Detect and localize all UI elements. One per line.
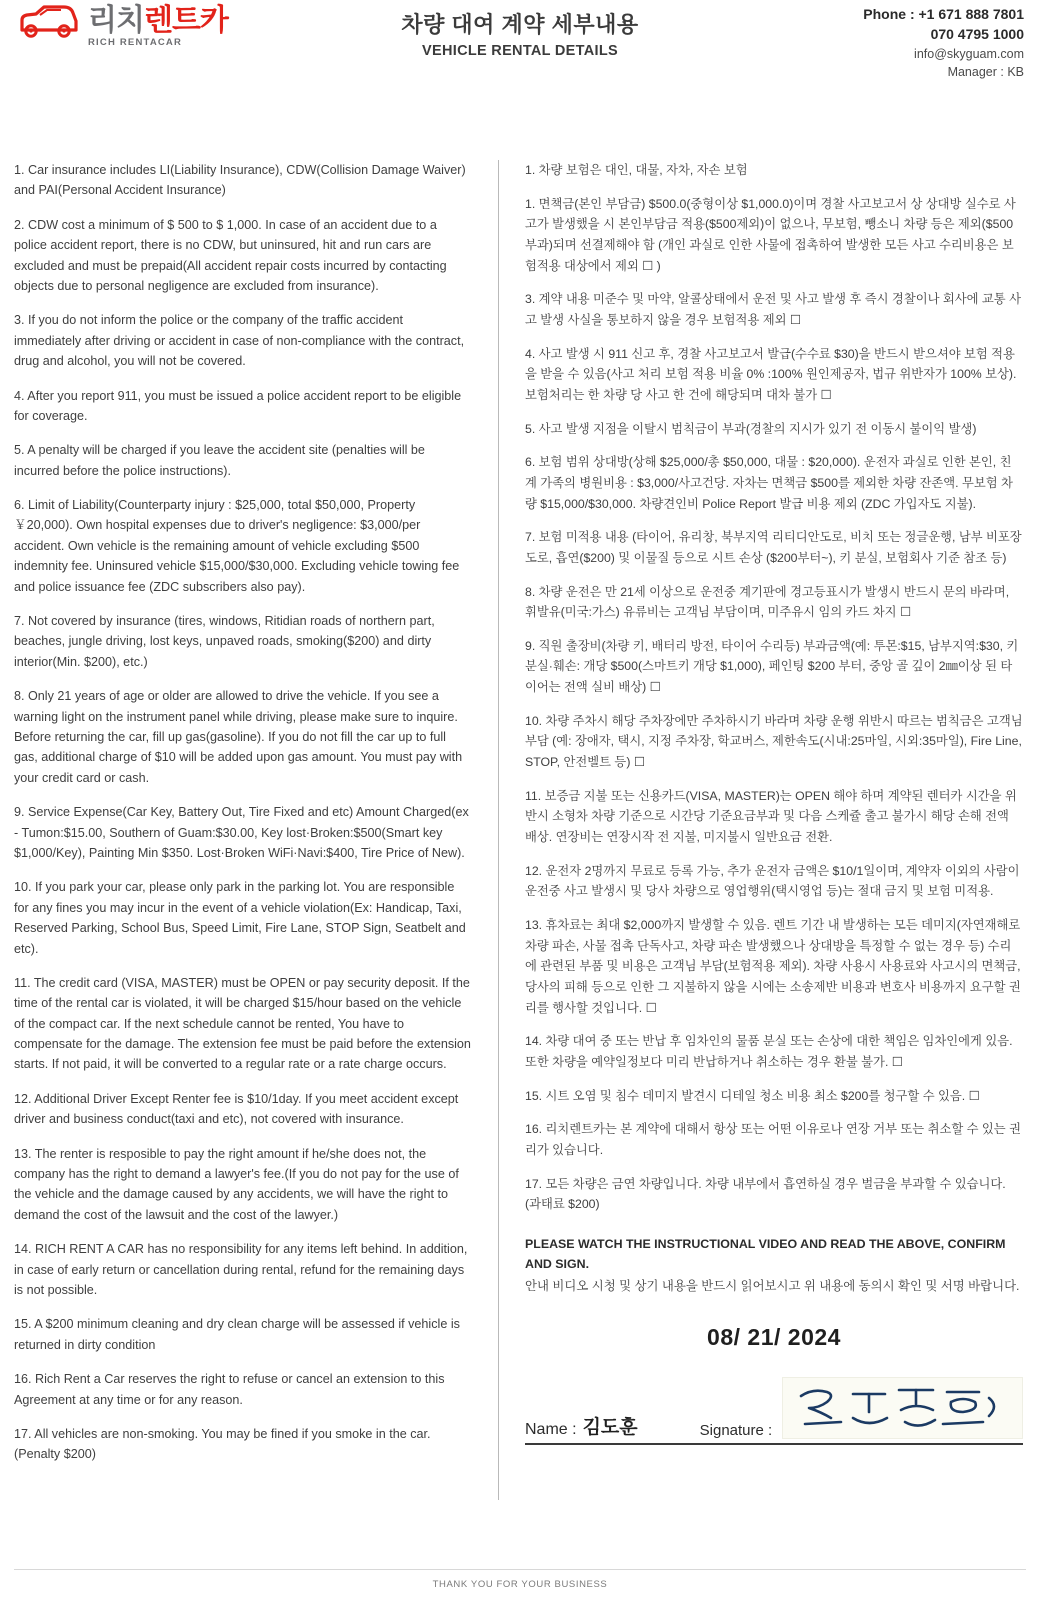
term-item: 15. 시트 오염 및 침수 데미지 발견시 디테일 청소 비용 최소 $200를 청구할 수 있음. ☐ xyxy=(525,1088,980,1103)
term-item: 1. 면책금(본인 부담금) $500.0(중형이상 $1,000.0)이며 경찰 사고보고서 상 상대방 실수로 사고가 발생했을 시 본인부담금 적용($500제외)이 없으나, 무보험, 뺑소니 차량 등은 제외($500 부과)되며 선결제해야 함 (개인 과실로 인한 사물에 접촉하여 발생한 모든 사고 수리비용은 보험적용 대상에서 제외 ☐ ) xyxy=(525,196,1016,273)
term-item: 3. If you do not inform the police or the company of the traffic accident immediately after driving or accident in case of non-compliance with the contract, drug and alcohol, you will not be covered. xyxy=(14,313,465,369)
term-item: 16. Rich Rent a Car reserves the right to refuse or cancel an extension to this Agreement at any time or for any reason. xyxy=(14,1372,445,1407)
confirm-notice xyxy=(525,1235,1023,1297)
term-item: 17. 모든 차량은 금연 차량입니다. 차량 내부에서 흡연하실 경우 벌금을 부과할 수 있습니다. (과태료 $200) xyxy=(525,1176,1006,1212)
term-item: 7. Not covered by insurance (tires, windows, Ritidian roads of northern part, beaches, jungle driving, lost keys, unpaved roads, smoking($200) and dirty interior(Min. $200), etc.) xyxy=(14,614,435,669)
term-item: 8. 차량 운전은 만 21세 이상으로 운전중 계기판에 경고등표시가 발생시 반드시 문의 바라며, 휘발유(미국:가스) 유류비는 고객님 부담이며, 미주유시 임의 카드 차지 ☐ xyxy=(525,584,1010,620)
term-item: 14. 차량 대여 중 또는 반납 후 임차인의 물품 분실 또는 손상에 대한 책임은 임차인에게 있음. 또한 차량을 예약일정보다 미리 반납하거나 취소하는 경우 환불 불가. ☐ xyxy=(525,1034,1013,1069)
term-item: 9. Service Expense(Car Key, Battery Out, Tire Fixed and etc) Amount Charged(ex - Tumon:$15.00, Southern of Guam:$30.00, Key lost·Broken:$500(Smart key $1,000/Key), Painting Min $350. Lost·Broken WiFi·Navi:$400, Tire Price of New). xyxy=(14,805,469,860)
term-item: 5. 사고 발생 지점을 이탈시 범칙금이 부과(경찰의 지시가 있기 전 이동시 불이익 발생) xyxy=(525,421,977,436)
logo-word-rich: 리치 xyxy=(88,4,144,37)
term-item: 4. After you report 911, you must be issued a police accident report to be eligible for coverage. xyxy=(14,388,462,423)
term-item: 12. Additional Driver Except Renter fee is $10/1day. If you meet accident except driver and business conduct(taxi and etc), not covered with insurance. xyxy=(14,1091,459,1127)
term-item: 13. The renter is resposible to pay the right amount if he/she does not, the company has the right to demand a lawyer's fee.(If you do not pay for the use of the vehicle and the damage caused by any accidents, we will have the right to demand the cost of the lawsuit and the cost of the lawyer.) xyxy=(14,1146,459,1222)
renter-name-value: 김도훈 xyxy=(582,1417,638,1439)
term-item: 2. CDW cost a minimum of $ 500 to $ 1,000. In case of an accident due to a police accident report, there is no CDW, but uninsured, hit and run cars are excluded and must be prepaid(All accident repair costs incurred by contacting objects due to personal negligence are excluded from insurance). xyxy=(14,217,447,293)
term-item: 10. If you park your car, please only park in the parking lot. You are responsible for any fines you may incur in the event of a vehicle violation(Ex: Handicap, Taxi, Reserved Parking, School Bus, Speed Limit, Fire Lane, STOP Sign, Seatbelt and etc). xyxy=(14,880,466,956)
term-item: 15. A $200 minimum cleaning and dry clean charge will be assessed if vehicle is returned in dirty condition xyxy=(14,1317,460,1352)
footer-text: THANK YOU FOR YOUR BUSINESS xyxy=(432,1579,608,1590)
term-item: 17. All vehicles are non-smoking. You may be fined if you smoke in the car. (Penalty $200) xyxy=(14,1426,431,1462)
signature-label: Signature : xyxy=(699,1422,773,1440)
term-item: 7. 보험 미적용 내용 (타이어, 유리창, 북부지역 리티디안도로, 비치 또는 정글운행, 남부 비포장도로, 흡연($200) 및 이물질 등으로 시트 손상 ($200부터~), 키 분실, 보험회사 기준 참조 등) xyxy=(525,530,1022,565)
contact-email: info@skyguam.com xyxy=(914,46,1024,61)
logo-subtext: RICH RENTACAR xyxy=(88,37,183,48)
term-item: 8. Only 21 years of age or older are allowed to drive the vehicle. If you see a warning light on the instrument panel while driving, please make sure to inquire. Before returning the car, fill up gas(gasoline). If you do not fill the car up to full gas, additional charge of $10 will be added upon gas amount. You must pay with your credit card or cash. xyxy=(14,689,463,785)
document-header xyxy=(0,0,1040,110)
term-item: 11. The credit card (VISA, MASTER) must be OPEN or pay security deposit. If the time of the rental car is violated, it will be charged $15/hour based on the vehicle of the compact car. If the next schedule cannot be rented, You have to compensate for the damage. The extension fee must be paid before the extension starts. If not paid, it will be converted to a regular rate or a rate charge occurs. xyxy=(14,975,471,1072)
korean-terms-column xyxy=(499,160,1039,1500)
contact-info xyxy=(863,4,1024,81)
english-terms-column xyxy=(0,160,498,1500)
contact-phone-secondary: 070 4795 1000 xyxy=(930,26,1024,43)
term-item: 9. 직원 출장비(차량 키, 배터리 방전, 타이어 수리등) 부과금액(예: 투몬:$15, 남부지역:$30, 키분실·훼손: 개당 $500(스마트키 개당 $1,000), 페인팅 $200 부터, 중앙 골 깊이 2㎜이상 된 타이어는 전액 실비 배상) ☐ xyxy=(525,638,1019,695)
term-item: 10. 차량 주차시 해당 주차장에만 주차하시기 바라며 차량 운행 위반시 따르는 범칙금은 고객님 부담 (예: 장애자, 택시, 지정 주차장, 학교버스, 제한속도(시내:25마일, 시외:35마일), Fire Line, STOP, 안전벨트 등) ☐ xyxy=(525,713,1023,770)
term-item: 4. 사고 발생 시 911 신고 후, 경찰 사고보고서 발급(수수료 $30)을 반드시 받으셔야 보험 적용을 받을 수 있음(사고 처리 보험 적용 비율 0% :100% 원인제공자, 법규 위반자가 100% 보상). 보험처리는 한 차량 당 사고 한 건에 해당되며 대차 불가 ☐ xyxy=(525,346,1017,402)
term-item: 14. RICH RENT A CAR has no responsibility for any items left behind. In addition, in case of early return or cancellation during rental, refund for the remaining days is not possible. xyxy=(14,1242,468,1297)
contact-phone-primary: Phone : +1 671 888 7801 xyxy=(863,6,1024,22)
term-item: 1. Car insurance includes LI(Liability Insurance), CDW(Collision Damage Waiver) and PAI(Personal Accident Insurance) xyxy=(14,163,466,198)
signature-row xyxy=(525,1377,1023,1445)
terms-content xyxy=(0,160,1040,1500)
footer-divider xyxy=(14,1569,1026,1570)
page-title-korean: 차량 대여 계약 세부내용 xyxy=(401,12,639,37)
car-logo-icon xyxy=(14,4,82,38)
term-item: 5. A penalty will be charged if you leave the accident site (penalties will be incurred before the police instructions). xyxy=(14,443,425,478)
term-item: 1. 차량 보험은 대인, 대물, 자차, 자손 보험 xyxy=(525,163,748,177)
page-title-english: VEHICLE RENTAL DETAILS xyxy=(422,43,618,59)
logo-word-rentcar: 렌트카 xyxy=(143,4,228,37)
signature-mark-icon xyxy=(783,1378,1023,1440)
term-item: 6. 보험 범위 상대방(상해 $25,000/총 $50,000, 대물 : $20,000). 운전자 과실로 인한 본인, 친계 가족의 병원비용 : $3,000/사고건당. 자차는 면책금 $500를 제외한 차량 잔존액. 무보험 차량 $15,000/$30,000. 차량견인비 Police Report 발급 비용 제외 (ZDC 가입자도 지불). xyxy=(525,455,1013,511)
term-item: 6. Limit of Liability(Counterparty injury : $25,000, total $50,000, Property ￥20,000). Own hospital expenses due to driver's negligence: $3,000/per accident. Own vehicle is the remaining amount of vehicle excluding $500 indemnity fee. Uninsured vehicle $15,000/$30,000. Excluding vehicle towing fee and police issuance fee (ZDC subscribers also pay). xyxy=(14,498,460,594)
term-item: 11. 보증금 지불 또는 신용카드(VISA, MASTER)는 OPEN 해야 하며 계약된 렌터카 시간을 위반시 소형차 차량 기준으로 시간당 기준요금부과 및 다음 스케쥴 출고 불가시 해당 손해 전액 배상. 연장비는 연장시작 전 지불, 미지불시 일반요금 전환. xyxy=(525,788,1017,845)
term-item: 13. 휴차료는 최대 $2,000까지 발생할 수 있음. 렌트 기간 내 발생하는 모든 데미지(자연재해로 차량 파손, 사물 접촉 단독사고, 차량 파손 발생했으나 상대방을 특정할 수 없는 경우 등) 수리에 관련된 부품 및 비용은 고객님 부담(보험적용 제외). 차량 사용시 사용료와 사고시의 면책금, 당사의 피해 등으로 인한 그 지불하지 않을 시에는 소송제반 비용과 변호사 비용까지 요구할 권리를 행사할 것입니다. ☐ xyxy=(525,918,1021,1015)
term-item: 3. 계약 내용 미준수 및 마약, 알콜상태에서 운전 및 사고 발생 후 즉시 경찰이나 회사에 교통 사고 발생 사실을 통보하지 않을 경우 보험적용 제외 ☐ xyxy=(525,292,1021,327)
confirm-notice-korean: 안내 비디오 시청 및 상기 내용을 반드시 읽어보시고 위 내용에 동의시 확인 및 서명 바랍니다. xyxy=(525,1278,1020,1293)
name-label: Name : xyxy=(525,1421,577,1439)
signature-field[interactable] xyxy=(782,1377,1023,1439)
term-item: 16. 리치렌트카는 본 계약에 대해서 항상 또는 어떤 이유로나 연장 거부 또는 취소할 수 있는 권리가 있습니다. xyxy=(525,1122,1021,1157)
confirm-notice-english: PLEASE WATCH THE INSTRUCTIONAL VIDEO AND READ THE ABOVE, CONFIRM AND SIGN. xyxy=(525,1236,1006,1271)
logo-wordmark xyxy=(88,6,228,36)
contract-date: 08/ 21/ 2024 xyxy=(707,1324,841,1351)
company-logo xyxy=(14,4,228,48)
term-item: 12. 운전자 2명까지 무료로 등록 가능, 추가 운전자 금액은 $10/1일이며, 계약자 이외의 사람이 운전중 사고 발생시 및 당사 차량으로 영업행위(택시영업 등)는 절대 금지 및 보험 미적용. xyxy=(525,863,1020,899)
contact-manager: Manager : KB xyxy=(947,64,1024,79)
